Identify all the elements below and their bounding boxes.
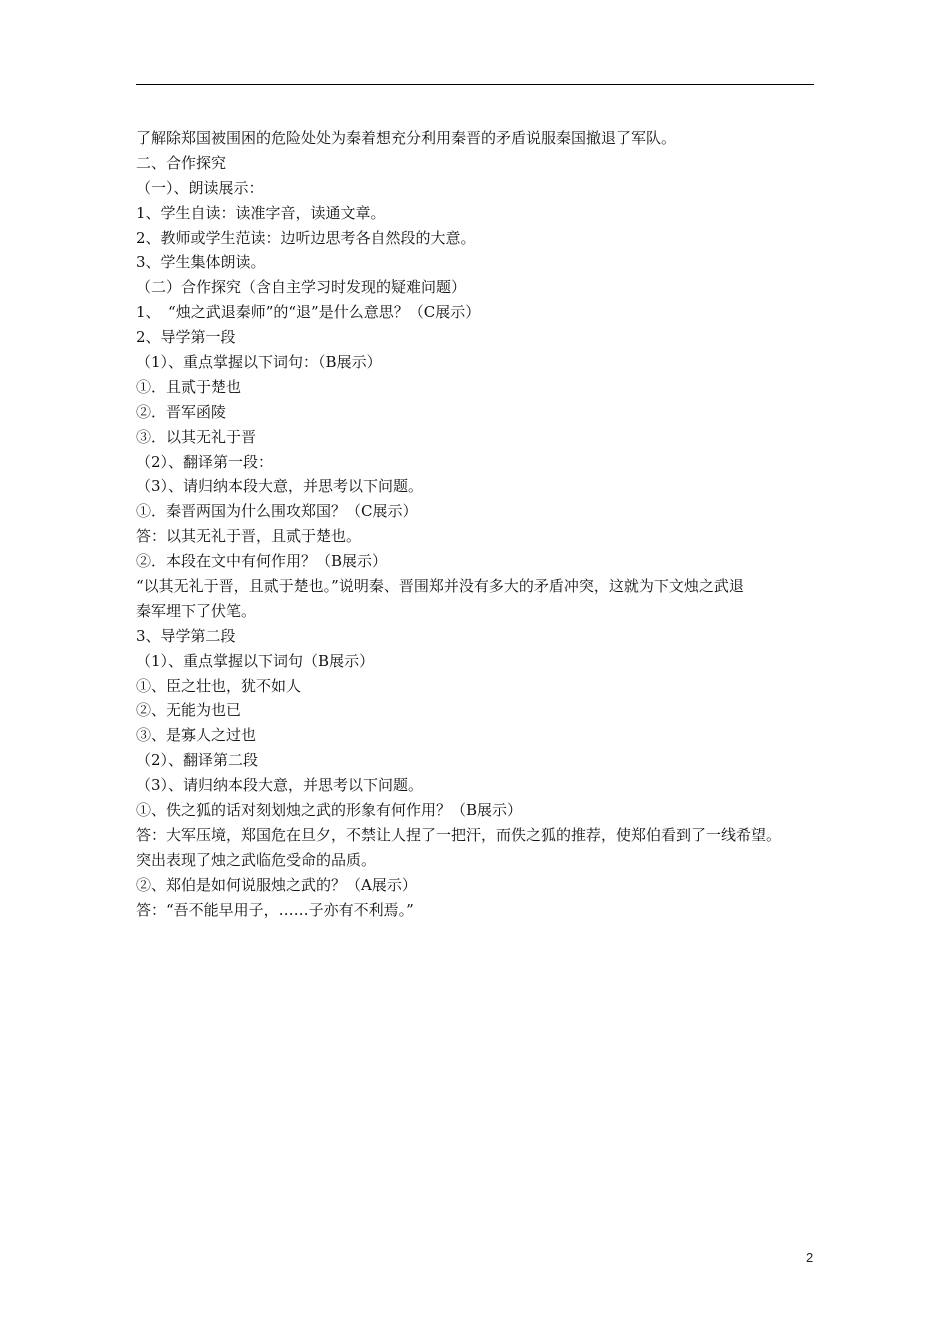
text-line: 答：以其无礼于晋，且贰于楚也。 bbox=[136, 527, 362, 546]
text-line: ②．晋军函陵 bbox=[136, 402, 227, 421]
text-line: ②、无能为也已 bbox=[136, 701, 242, 720]
text-line: 3、学生集体朗读。 bbox=[136, 253, 266, 272]
text-line: （1）、重点掌握以下词句：（B展示） bbox=[136, 353, 382, 372]
section-heading: 二、合作探究 bbox=[136, 153, 227, 172]
text-line: （2）、翻译第一段： bbox=[136, 452, 274, 471]
text-line: ①．秦晋两国为什么围攻郑国？（C展示） bbox=[136, 502, 418, 521]
text-line: 1、学生自读：读准字音，读通文章。 bbox=[136, 203, 386, 222]
text-line: ③、是寡人之过也 bbox=[136, 726, 257, 745]
text-line: （1）、重点掌握以下词句（B展示） bbox=[136, 651, 375, 670]
text-line: ①、臣之壮也，犹不如人 bbox=[136, 676, 302, 695]
header-rule bbox=[136, 84, 814, 85]
text-line: 答：“吾不能早用子，……子亦有不利焉。” bbox=[136, 900, 414, 919]
text-line: 了解除郑国被围困的危险处处为秦着想充分利用秦晋的矛盾说服秦国撤退了军队。 bbox=[136, 129, 677, 147]
subsection-heading: （一）、朗读展示： bbox=[136, 178, 264, 197]
text-line: “以其无礼于晋，且贰于楚也。”说明秦、晋围郑并没有多大的矛盾冲突，这就为下文烛之武退 bbox=[136, 577, 744, 596]
text-line: （3）、请归纳本段大意，并思考以下问题。 bbox=[136, 477, 424, 496]
page-number: 2 bbox=[806, 1250, 814, 1265]
text-line: ①．且贰于楚也 bbox=[136, 377, 242, 396]
text-line: （2）、翻译第二段 bbox=[136, 751, 259, 770]
text-line: 1、 “烛之武退秦师”的“退”是什么意思？（C展示） bbox=[136, 303, 481, 322]
subsection-heading: （二）合作探究（含自主学习时发现的疑难问题） bbox=[136, 278, 467, 297]
text-line: 突出表现了烛之武临危受命的品质。 bbox=[136, 850, 377, 869]
document-body bbox=[136, 126, 826, 923]
text-line: 2、教师或学生范读：边听边思考各自然段的大意。 bbox=[136, 228, 476, 247]
text-line: 答：大军压境，郑国危在旦夕，不禁让人捏了一把汗，而佚之狐的推荐，使郑伯看到了一线希望。 bbox=[136, 825, 782, 844]
text-line: ②．本段在文中有何作用？（B展示） bbox=[136, 552, 388, 571]
text-line: ③．以其无礼于晋 bbox=[136, 427, 257, 446]
text-line: 秦军埋下了伏笔。 bbox=[136, 601, 257, 620]
text-line: ①、佚之狐的话对刻划烛之武的形象有何作用？（B展示） bbox=[136, 801, 523, 820]
text-line: ②、郑伯是如何说服烛之武的？（A展示） bbox=[136, 875, 417, 894]
text-line: 3、导学第二段 bbox=[136, 626, 236, 645]
text-line: 2、导学第一段 bbox=[136, 328, 236, 347]
text-line: （3）、请归纳本段大意，并思考以下问题。 bbox=[136, 776, 424, 795]
